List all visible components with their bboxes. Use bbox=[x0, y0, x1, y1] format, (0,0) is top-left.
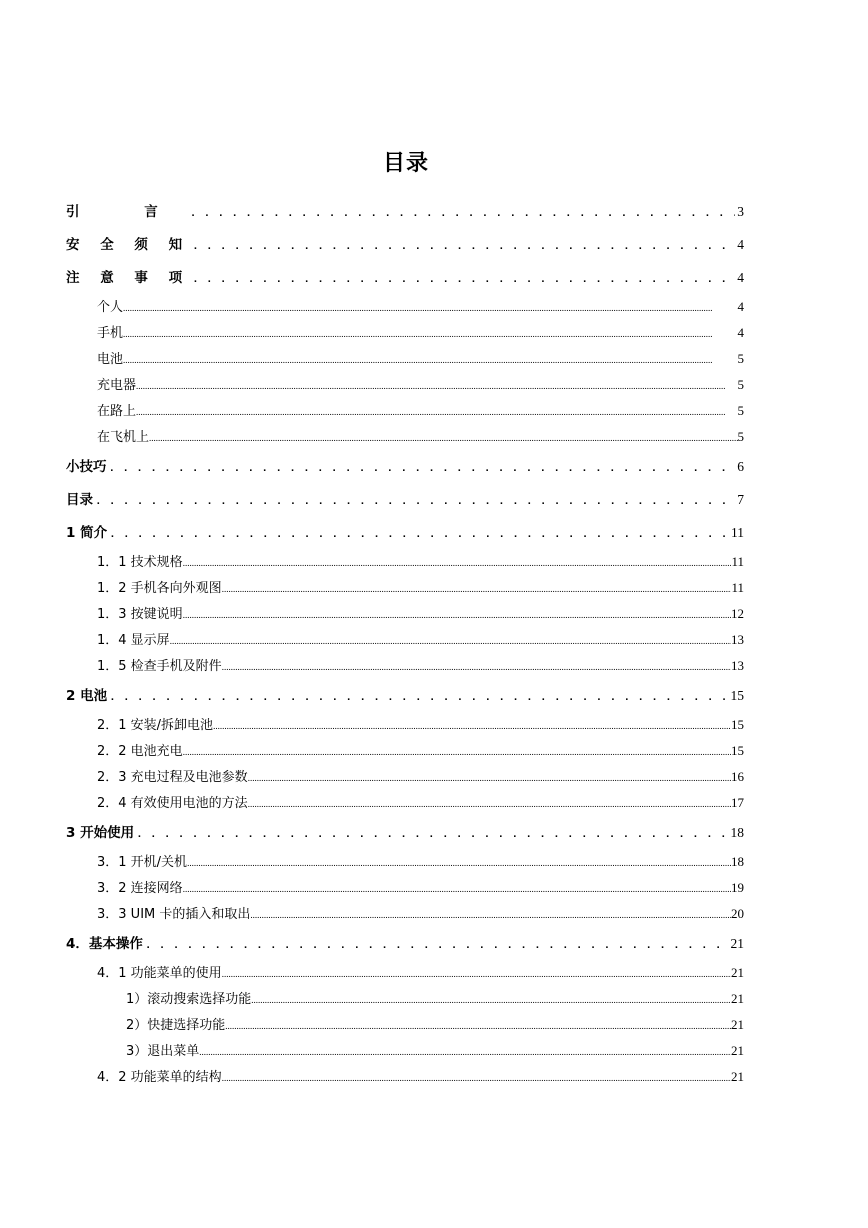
toc-entry[interactable] bbox=[66, 1064, 744, 1090]
toc-entry-page-number: 5 bbox=[737, 377, 744, 392]
toc-entry[interactable] bbox=[66, 960, 744, 986]
dot-leader bbox=[187, 850, 731, 876]
toc-entry[interactable] bbox=[66, 901, 744, 927]
toc-entry-page-number: 6 bbox=[737, 459, 744, 474]
toc-entry-label: 充电器 bbox=[97, 378, 137, 393]
dot-leader bbox=[222, 576, 732, 602]
toc-entry-label: 在飞机上 bbox=[97, 430, 150, 445]
toc-entry[interactable] bbox=[66, 294, 744, 320]
toc-entry-label: 2 电池 bbox=[66, 688, 108, 704]
toc-entry[interactable] bbox=[66, 1012, 744, 1038]
toc-entry[interactable] bbox=[66, 346, 744, 372]
toc-entry-page-number: 12 bbox=[731, 606, 744, 621]
table-of-contents bbox=[66, 195, 744, 1090]
toc-entry-label: 个人 bbox=[97, 300, 124, 315]
toc-entry-page-number: 16 bbox=[731, 769, 744, 784]
toc-entry[interactable] bbox=[66, 195, 744, 228]
toc-entry[interactable] bbox=[66, 575, 744, 601]
toc-entry-label: 4．2 功能菜单的结构 bbox=[97, 1070, 222, 1085]
toc-entry-label: 手机 bbox=[97, 326, 124, 341]
toc-entry-label: 2．3 充电过程及电池参数 bbox=[97, 770, 248, 785]
dot-leader bbox=[123, 321, 737, 347]
toc-entry-label: 1．5 检查手机及附件 bbox=[97, 659, 222, 674]
dot-leader bbox=[183, 739, 731, 765]
toc-entry-page-number: 20 bbox=[731, 906, 744, 921]
toc-entry[interactable] bbox=[66, 372, 744, 398]
toc-entry[interactable] bbox=[66, 320, 744, 346]
dot-leader bbox=[149, 425, 737, 451]
toc-entry-label: 电池 bbox=[97, 352, 124, 367]
toc-entry[interactable] bbox=[66, 261, 744, 294]
toc-entry[interactable] bbox=[66, 601, 744, 627]
toc-entry-page-number: 5 bbox=[737, 351, 744, 366]
toc-entry[interactable] bbox=[66, 875, 744, 901]
toc-entry-label: 4．基本操作 bbox=[66, 936, 143, 952]
dot-leader bbox=[170, 628, 731, 654]
toc-entry[interactable] bbox=[66, 816, 744, 849]
toc-entry-label: 1．2 手机各向外观图 bbox=[97, 581, 222, 596]
dot-leader bbox=[222, 654, 731, 680]
dot-leader bbox=[136, 373, 737, 399]
toc-entry-page-number: 19 bbox=[731, 880, 744, 895]
toc-entry-page-number: 18 bbox=[731, 854, 744, 869]
dot-leader bbox=[222, 1065, 731, 1091]
toc-entry-label: 安 全 须 知 bbox=[66, 237, 191, 253]
toc-entry-label: 2．2 电池充电 bbox=[97, 744, 183, 759]
dot-leader bbox=[95, 486, 735, 519]
toc-entry-label: 2．4 有效使用电池的方法 bbox=[97, 796, 248, 811]
toc-entry-label: 引 言 bbox=[66, 204, 188, 220]
toc-entry-page-number: 21 bbox=[731, 965, 744, 980]
toc-entry-label: 在路上 bbox=[97, 404, 137, 419]
toc-entry-label: 1 简介 bbox=[66, 525, 108, 541]
toc-entry-label: 3．3 UIM 卡的插入和取出 bbox=[97, 907, 251, 922]
toc-entry[interactable] bbox=[66, 764, 744, 790]
toc-entry-page-number: 4 bbox=[737, 299, 744, 314]
toc-entry-page-number: 21 bbox=[731, 1017, 744, 1032]
toc-entry-label: 1．1 技术规格 bbox=[97, 555, 183, 570]
toc-entry[interactable] bbox=[66, 653, 744, 679]
page-title: 目录 bbox=[382, 151, 429, 176]
toc-entry-label: 注 意 事 项 bbox=[66, 270, 191, 286]
toc-entry[interactable] bbox=[66, 790, 744, 816]
toc-entry-page-number: 5 bbox=[737, 429, 744, 444]
dot-leader bbox=[136, 399, 737, 425]
toc-entry[interactable] bbox=[66, 679, 744, 712]
toc-entry-label: 3．2 连接网络 bbox=[97, 881, 183, 896]
toc-entry-page-number: 18 bbox=[730, 825, 744, 840]
dot-leader bbox=[192, 231, 735, 264]
dot-leader bbox=[183, 602, 731, 628]
toc-entry-page-number: 11 bbox=[731, 554, 744, 569]
toc-entry[interactable] bbox=[66, 627, 744, 653]
toc-entry-label: 1．3 按键说明 bbox=[97, 607, 183, 622]
toc-entry-page-number: 11 bbox=[731, 580, 744, 595]
toc-entry-page-number: 4 bbox=[737, 237, 744, 252]
toc-entry-page-number: 4 bbox=[737, 270, 744, 285]
toc-entry[interactable] bbox=[66, 516, 744, 549]
dot-leader bbox=[190, 198, 736, 231]
dot-leader bbox=[109, 453, 736, 486]
toc-entry-label: 2）快捷选择功能 bbox=[126, 1018, 226, 1033]
dot-leader bbox=[251, 987, 731, 1013]
toc-entry-page-number: 13 bbox=[731, 632, 744, 647]
toc-entry-page-number: 15 bbox=[731, 717, 744, 732]
toc-entry[interactable] bbox=[66, 424, 744, 450]
toc-entry-label: 3）退出菜单 bbox=[126, 1044, 200, 1059]
toc-entry-page-number: 21 bbox=[730, 936, 744, 951]
toc-entry-label: 1．4 显示屏 bbox=[97, 633, 170, 648]
dot-leader bbox=[248, 791, 731, 817]
toc-entry-page-number: 15 bbox=[731, 743, 744, 758]
dot-leader bbox=[145, 930, 729, 963]
dot-leader bbox=[123, 295, 737, 321]
toc-entry-page-number: 3 bbox=[737, 204, 744, 219]
toc-entry-page-number: 21 bbox=[731, 1043, 744, 1058]
dot-leader bbox=[183, 550, 732, 576]
dot-leader bbox=[248, 765, 731, 791]
toc-entry[interactable] bbox=[66, 1038, 744, 1064]
dot-leader bbox=[222, 961, 731, 987]
toc-entry-label: 小技巧 bbox=[66, 459, 107, 475]
toc-entry-page-number: 21 bbox=[731, 1069, 744, 1084]
toc-entry-label: 2．1 安装/拆卸电池 bbox=[97, 718, 214, 733]
toc-entry[interactable] bbox=[66, 712, 744, 738]
toc-entry-label: 4．1 功能菜单的使用 bbox=[97, 966, 222, 981]
toc-entry[interactable] bbox=[66, 849, 744, 875]
dot-leader bbox=[199, 1039, 731, 1065]
toc-entry[interactable] bbox=[66, 549, 744, 575]
toc-entry[interactable] bbox=[66, 738, 744, 764]
toc-entry-label: 目录 bbox=[66, 492, 93, 508]
toc-entry-page-number: 5 bbox=[737, 403, 744, 418]
dot-leader bbox=[123, 347, 737, 373]
dot-leader bbox=[213, 713, 731, 739]
dot-leader bbox=[192, 264, 735, 297]
dot-leader bbox=[225, 1013, 731, 1039]
dot-leader bbox=[109, 519, 729, 552]
toc-entry[interactable] bbox=[66, 483, 744, 516]
toc-entry[interactable] bbox=[66, 927, 744, 960]
dot-leader bbox=[136, 819, 728, 852]
toc-entry[interactable] bbox=[66, 986, 744, 1012]
toc-entry-label: 3 开始使用 bbox=[66, 825, 135, 841]
toc-entry-page-number: 7 bbox=[737, 492, 744, 507]
dot-leader bbox=[250, 902, 731, 928]
toc-entry-page-number: 17 bbox=[731, 795, 744, 810]
dot-leader bbox=[183, 876, 731, 902]
toc-entry-page-number: 15 bbox=[730, 688, 744, 703]
toc-entry-page-number: 11 bbox=[731, 525, 744, 540]
toc-entry-page-number: 13 bbox=[731, 658, 744, 673]
toc-entry-label: 1）滚动搜索选择功能 bbox=[126, 992, 252, 1007]
toc-entry-page-number: 4 bbox=[737, 325, 744, 340]
toc-entry[interactable] bbox=[66, 450, 744, 483]
toc-entry[interactable] bbox=[66, 398, 744, 424]
toc-entry-label: 3．1 开机/关机 bbox=[97, 855, 188, 870]
toc-entry-page-number: 21 bbox=[731, 991, 744, 1006]
toc-entry[interactable] bbox=[66, 228, 744, 261]
dot-leader bbox=[109, 682, 728, 715]
